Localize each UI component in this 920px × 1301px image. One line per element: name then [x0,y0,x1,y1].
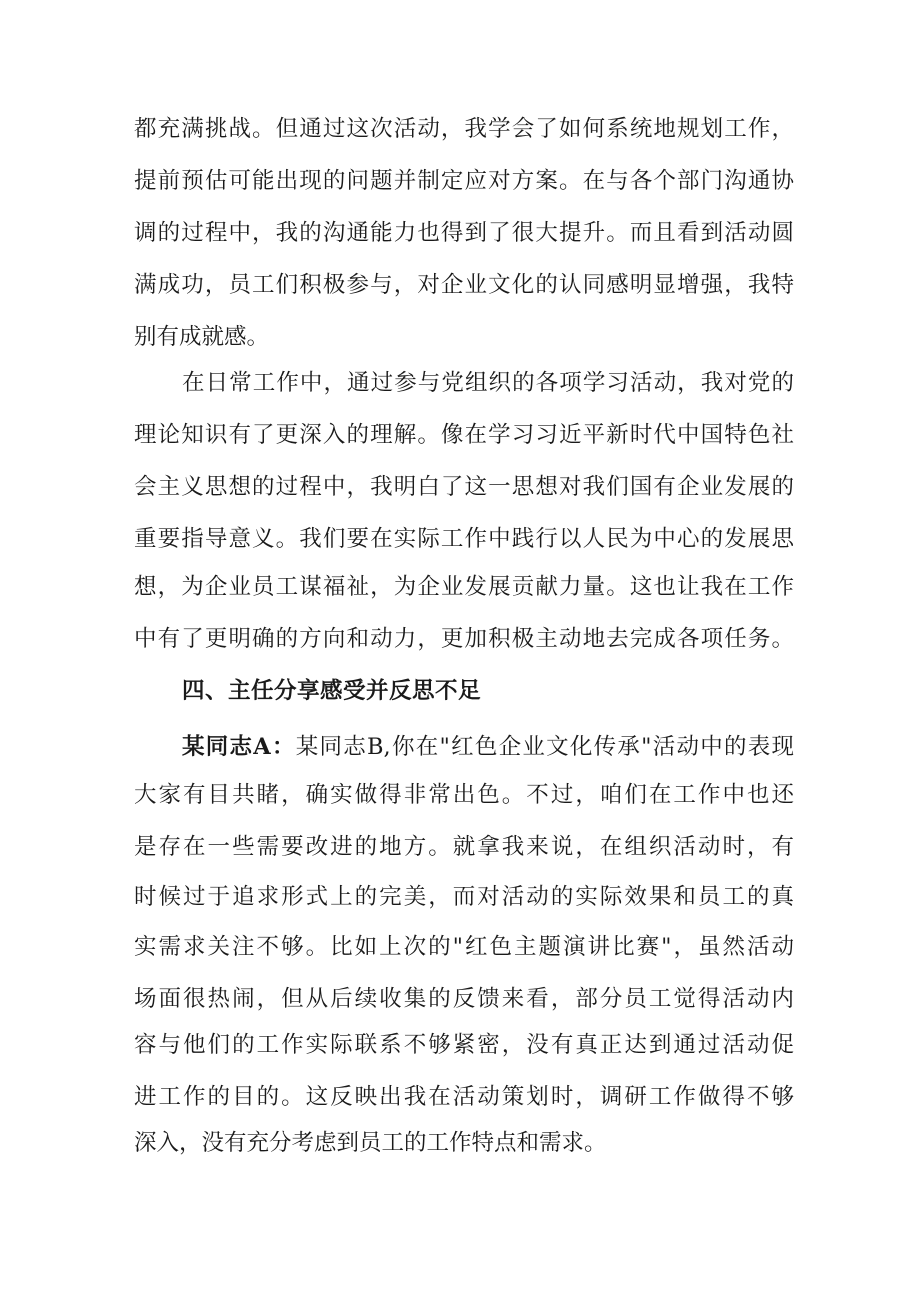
paragraph-2-line-3: 会主义思想的过程中，我明白了这一思想对我们国有企业发展的 [134,474,794,500]
paragraph-2-line-1: 在日常工作中，通过参与党组织的各项学习活动，我对党的 [182,370,794,396]
paragraph-2-line-5: 想，为企业员工谋福祉，为企业发展贡献力量。这也让我在工作 [134,574,794,600]
speech-line-3: 是存在一些需要改进的地方。就拿我来说，在组织活动时，有 [134,834,794,860]
paragraph-1-line-1: 都充满挑战。但通过这次活动，我学会了如何系统地规划工作， [134,116,794,142]
paragraph-1-line-5: 别有成就感。 [134,324,270,350]
section-heading: 四、主任分享感受并反思不足 [182,678,482,704]
paragraph-1-line-4: 满成功，员工们积极参与，对企业文化的认同感明显增强，我特 [134,272,794,298]
speech-line-1-text: 某同志B,你在"红色企业文化传承"活动中的表现 [295,734,794,760]
paragraph-1-line-3: 调的过程中，我的沟通能力也得到了很大提升。而且看到活动圆 [134,220,794,246]
speech-line-2: 大家有目共睹，确实做得非常出色。不过，咱们在工作中也还 [134,782,794,808]
paragraph-1-line-2: 提前预估可能出现的问题并制定应对方案。在与各个部门沟通协 [134,168,794,194]
paragraph-2-line-4: 重要指导意义。我们要在实际工作中践行以人民为中心的发展思 [134,526,794,552]
speech-line-4: 时候过于追求形式上的完美，而对活动的实际效果和员工的真 [134,884,794,910]
paragraph-2-line-6: 中有了更明确的方向和动力，更加积极主动地去完成各项任务。 [134,626,794,652]
speech-line-7: 容与他们的工作实际联系不够紧密，没有真正达到通过活动促 [134,1032,794,1058]
paragraph-2-line-2: 理论知识有了更深入的理解。像在学习习近平新时代中国特色社 [134,422,794,448]
speech-line-1 [182,732,794,762]
speaker-label: 某同志A： [182,734,296,760]
speech-line-5: 实需求关注不够。比如上次的"红色主题演讲比赛"，虽然活动 [134,934,794,960]
speech-line-6: 场面很热闹，但从后续收集的反馈来看，部分员工觉得活动内 [134,986,794,1012]
speech-line-9: 深入，没有充分考虑到员工的工作特点和需求。 [134,1130,607,1156]
speech-line-8: 进工作的目的。这反映出我在活动策划时，调研工作做得不够 [134,1084,794,1110]
